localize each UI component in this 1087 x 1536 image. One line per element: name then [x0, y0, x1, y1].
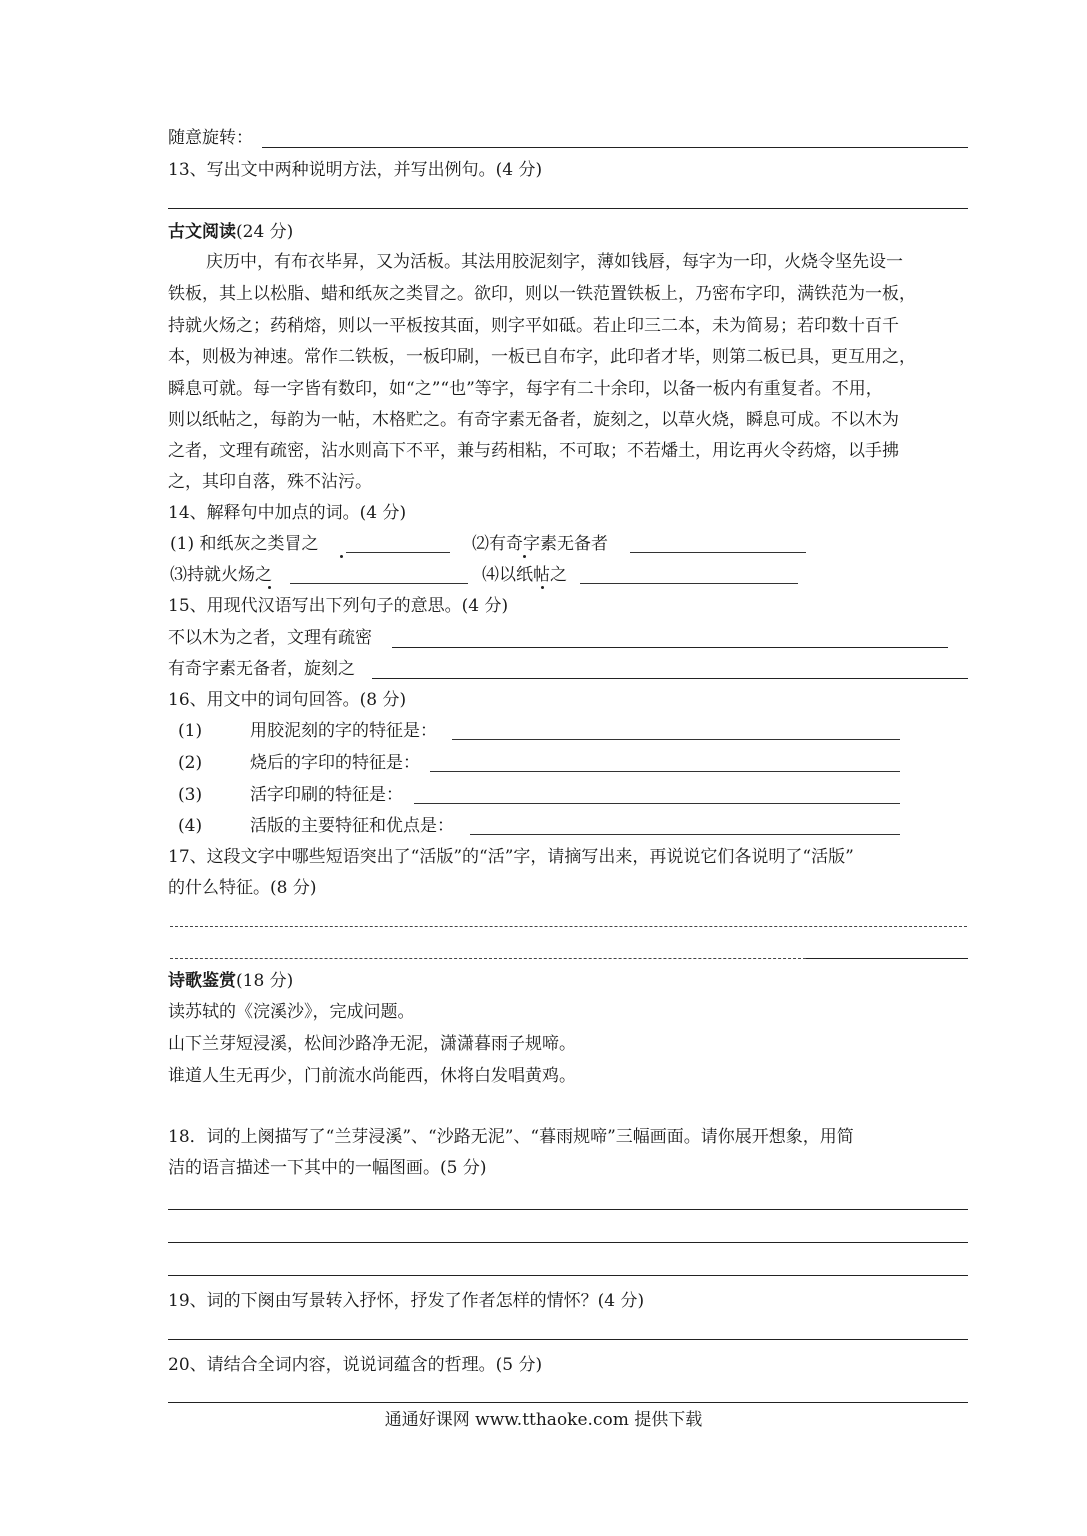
page-footer: 通通好课网 www.tthaoke.com 提供下载: [384, 1410, 703, 1430]
question-14-item-3: ⑶持就火炀之: [170, 565, 272, 585]
passage-line: 之，其印自落，殊不沾污。: [168, 472, 372, 492]
item-text: 烧后的字印的特征是：: [250, 753, 420, 773]
question-20: 20、请结合全词内容，说说词蕴含的哲理。(5 分): [168, 1355, 543, 1375]
emphasis-dot: [523, 555, 526, 558]
section-score: (24 分): [236, 222, 294, 242]
item-text: 活版的主要特征和优点是：: [250, 816, 454, 836]
poem-intro: 读苏轼的《浣溪沙》，完成问题。: [168, 1002, 415, 1022]
poem-line: 山下兰芽短浸溪，松间沙路净无泥，潇潇暮雨子规啼。: [168, 1034, 576, 1054]
question-18-cont: 洁的语言描述一下其中的一幅图画。(5 分): [168, 1158, 487, 1178]
question-16-item-4: [178, 816, 978, 836]
question-15: 15、用现代汉语写出下列句子的意思。(4 分): [168, 596, 509, 616]
answer-line: [168, 1242, 968, 1243]
question-16-item-1: [178, 721, 978, 741]
passage-line: 瞬息可就。每一字皆有数印，如“之”“也”等字，每字有二十余印，以备一板内有重复者。不用，: [168, 379, 883, 399]
text-line: 随意旋转：: [168, 128, 253, 148]
answer-blank: [346, 552, 450, 553]
section-score: (18 分): [236, 971, 294, 991]
section-title: 古文阅读: [168, 222, 236, 242]
emphasis-dot: [541, 586, 544, 589]
question-14-item-1: (1) 和纸灰之类冒之: [170, 534, 319, 554]
emphasis-dot: [268, 586, 271, 589]
answer-line: [372, 678, 968, 679]
answer-line: [168, 1402, 968, 1403]
item-number: (3): [178, 785, 203, 805]
passage-line: 铁板，其上以松脂、蜡和纸灰之类冒之。欲印，则以一铁范置铁板上，乃密布字印，满铁范为一板，: [168, 284, 916, 304]
passage-line: 庆历中，有布衣毕昇，又为活板。其法用胶泥刻字，薄如钱唇，每字为一印，火烧令坚先设一: [206, 252, 903, 272]
section-heading-poem: [168, 971, 968, 991]
answer-line: [262, 147, 968, 148]
item-number: (1): [178, 721, 203, 741]
item-text: 用胶泥刻的字的特征是：: [250, 721, 437, 741]
question-13: 13、写出文中两种说明方法，并写出例句。(4 分): [168, 160, 543, 180]
answer-line: [392, 647, 948, 648]
passage-line: 则以纸帖之，每韵为一帖，木格贮之。有奇字素无备者，旋刻之，以草火烧，瞬息可成。不以木为: [168, 410, 899, 430]
emphasis-dot: [340, 555, 343, 558]
answer-line: [168, 1275, 968, 1276]
answer-line: [168, 1339, 968, 1340]
item-number: (4): [178, 816, 203, 836]
passage-line: 持就火炀之；药稍熔，则以一平板按其面，则字平如砥。若止印三二本，未为简易；若印数十百千: [168, 316, 899, 336]
question-14: 14、解释句中加点的词。(4 分): [168, 503, 407, 523]
answer-blank: [452, 739, 900, 740]
question-16-item-3: [178, 785, 978, 805]
question-18: 18．词的上阕描写了“兰芽浸溪”、“沙路无泥”、“暮雨规啼”三幅画面。请你展开想象，用简: [168, 1127, 854, 1147]
answer-line: [806, 958, 968, 959]
answer-blank: [290, 583, 468, 584]
question-16: 16、用文中的词句回答。(8 分): [168, 690, 407, 710]
poem-line: 谁道人生无再少，门前流水尚能西，休将白发唱黄鸡。: [168, 1066, 576, 1086]
question-14-item-4: ⑷以纸帖之: [482, 565, 567, 585]
question-16-item-2: [178, 753, 978, 773]
answer-line: [168, 1209, 968, 1210]
answer-blank: [630, 552, 806, 553]
question-19: 19、词的下阕由写景转入抒怀，抒发了作者怎样的情怀？(4 分): [168, 1291, 645, 1311]
question-14-item-2: ⑵有奇字素无备者: [472, 534, 608, 554]
section-title: 诗歌鉴赏: [168, 971, 236, 991]
question-15-item-1: 不以木为之者，文理有疏密: [168, 628, 372, 648]
answer-line: [170, 958, 806, 959]
question-17: 17、这段文字中哪些短语突出了“活版”的“活”字，请摘写出来，再说说它们各说明了“活版”: [168, 847, 854, 867]
question-17-cont: 的什么特征。(8 分): [168, 878, 317, 898]
answer-line: [170, 926, 967, 927]
answer-blank: [580, 583, 798, 584]
item-number: (2): [178, 753, 203, 773]
answer-blank: [470, 834, 900, 835]
answer-blank: [414, 803, 900, 804]
answer-blank: [430, 771, 900, 772]
passage-line: 之者，文理有疏密，沾水则高下不平，兼与药相粘，不可取；不若燔土，用讫再火令药熔，以手拂: [168, 441, 899, 461]
answer-line: [168, 208, 968, 209]
item-text: 活字印刷的特征是：: [250, 785, 403, 805]
section-heading-classical: [168, 222, 968, 242]
passage-line: 本，则极为神速。常作二铁板，一板印刷，一板已自布字，此印者才毕，则第二板已具，更互用之，: [168, 347, 916, 367]
question-15-item-2: 有奇字素无备者，旋刻之: [168, 659, 355, 679]
